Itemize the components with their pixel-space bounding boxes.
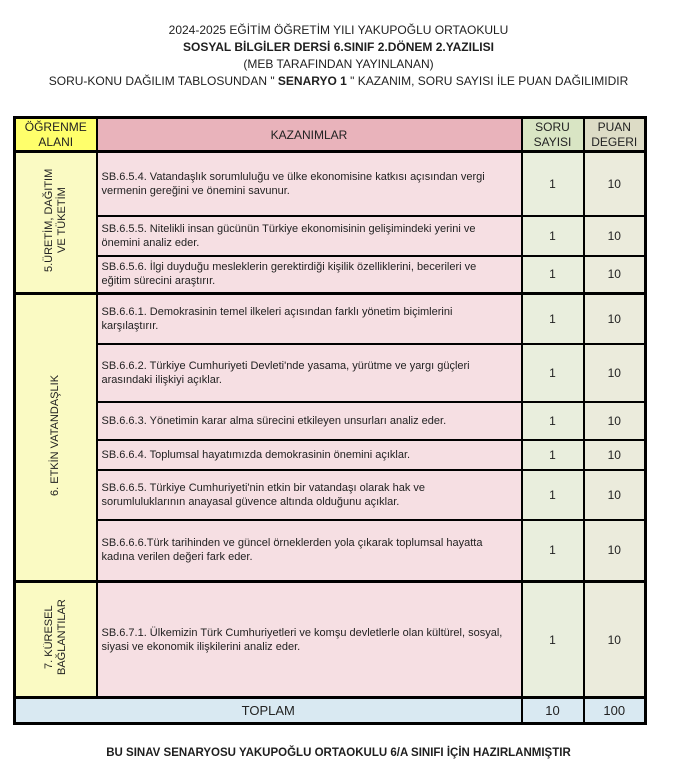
learning-area-label: 5.ÜRETİM, DAĞITIM VE TÜKETİM: [42, 168, 68, 272]
puan-degeri-cell: 10: [584, 294, 646, 344]
total-soru-sayisi: 10: [522, 698, 584, 724]
total-puan-degeri: 100: [584, 698, 646, 724]
col-header-kazanimlar: KAZANIMLAR: [97, 118, 522, 152]
title-line-2: SOSYAL BİLGİLER DERSİ 6.SINIF 2.DÖNEM 2.YAZILISI: [183, 40, 494, 54]
total-row: [15, 698, 646, 724]
soru-sayisi-cell: 1: [522, 582, 584, 698]
soru-sayisi-cell: 1: [522, 470, 584, 520]
learning-area-label: 6. ETKİN VATANDAŞLIK: [49, 374, 62, 496]
table-row: [15, 216, 646, 256]
soru-sayisi-cell: 1: [522, 402, 584, 440]
kazanim-cell: SB.6.6.5. Türkiye Cumhuriyeti'nin etkin bir vatandaşı olarak hak ve sorumluluklarının anayasal güvence altında olduğunu açıklar.: [97, 470, 522, 520]
puan-degeri-cell: 10: [584, 344, 646, 402]
total-label: TOPLAM: [15, 698, 522, 724]
kazanim-cell: SB.6.6.4. Toplumsal hayatımızda demokrasinin önemini açıklar.: [97, 440, 522, 470]
table-row: [15, 256, 646, 294]
col-header-ogrenme-alani: ÖĞRENME ALANI: [15, 118, 97, 152]
distribution-table: [13, 116, 647, 725]
soru-sayisi-cell: 1: [522, 440, 584, 470]
soru-sayisi-cell: 1: [522, 256, 584, 294]
soru-sayisi-cell: 1: [522, 216, 584, 256]
table-header-row: [15, 118, 646, 152]
kazanim-cell: SB.6.5.6. İlgi duyduğu mesleklerin gerektirdiği kişilik özelliklerini, becerileri ve eğitim sürecini araştırır.: [97, 256, 522, 294]
soru-sayisi-cell: 1: [522, 152, 584, 216]
puan-degeri-cell: 10: [584, 470, 646, 520]
puan-degeri-cell: 10: [584, 256, 646, 294]
col-header-soru-sayisi: SORU SAYISI: [522, 118, 584, 152]
soru-sayisi-cell: 1: [522, 520, 584, 582]
kazanim-cell: SB.6.5.5. Nitelikli insan gücünün Türkiye ekonomisinin gelişimindeki yerini ve önemini analiz eder.: [97, 216, 522, 256]
table-row: [15, 294, 646, 344]
puan-degeri-cell: 10: [584, 440, 646, 470]
table-row: [15, 402, 646, 440]
title-line-4-suffix: " KAZANIM, SORU SAYISI İLE PUAN DAĞILIMIDIR: [346, 74, 629, 88]
soru-sayisi-cell: 1: [522, 344, 584, 402]
document-header: [0, 0, 677, 90]
table-row: [15, 440, 646, 470]
table-row: [15, 152, 646, 216]
soru-sayisi-cell: 1: [522, 294, 584, 344]
title-line-4-prefix: SORU-KONU DAĞILIM TABLOSUNDAN ": [48, 74, 278, 88]
learning-area-cell: [15, 294, 97, 582]
learning-area-cell: [15, 582, 97, 698]
table-row: [15, 520, 646, 582]
title-line-3: (MEB TARAFINDAN YAYINLANAN): [243, 57, 434, 71]
kazanim-cell: SB.6.6.3. Yönetimin karar alma sürecini etkileyen unsurları analiz eder.: [97, 402, 522, 440]
title-line-1: 2024-2025 EĞİTİM ÖĞRETİM YILI YAKUPOĞLU ORTAOKULU: [168, 23, 509, 37]
table-row: [15, 582, 646, 698]
puan-degeri-cell: 10: [584, 402, 646, 440]
kazanim-cell: SB.6.6.6.Türk tarihinden ve güncel örneklerden yola çıkarak toplumsal hayatta kadına verilen değeri fark eder.: [97, 520, 522, 582]
kazanim-cell: SB.6.7.1. Ülkemizin Türk Cumhuriyetleri ve komşu devletlerle olan kültürel, sosyal, siyasi ve ekonomik ilişkilerini analiz eder.: [97, 582, 522, 698]
title-line-4: [0, 73, 677, 90]
puan-degeri-cell: 10: [584, 582, 646, 698]
table-row: [15, 344, 646, 402]
kazanim-cell: SB.6.6.2. Türkiye Cumhuriyeti Devleti'nde yasama, yürütme ve yargı güçleri arasındaki ilişkiyi açıklar.: [97, 344, 522, 402]
puan-degeri-cell: 10: [584, 216, 646, 256]
col-header-puan-degeri: PUAN DEGERI: [584, 118, 646, 152]
learning-area-cell: [15, 152, 97, 294]
kazanim-cell: SB.6.6.1. Demokrasinin temel ilkeleri açısından farklı yönetim biçimlerini karşılaştırır.: [97, 294, 522, 344]
footer-note: BU SINAV SENARYOSU YAKUPOĞLU ORTAOKULU 6/A SINIFI İÇİN HAZIRLANMIŞTIR: [106, 747, 571, 759]
puan-degeri-cell: 10: [584, 152, 646, 216]
kazanim-cell: SB.6.5.4. Vatandaşlık sorumluluğu ve ülke ekonomisine katkısı açısından vergi vermenin gereğini ve önemini savunur.: [97, 152, 522, 216]
table-row: [15, 470, 646, 520]
puan-degeri-cell: 10: [584, 520, 646, 582]
learning-area-label: 7. KÜRESEL BAĞLANTILAR: [42, 599, 68, 675]
title-line-4-scenario: SENARYO 1: [277, 74, 347, 88]
